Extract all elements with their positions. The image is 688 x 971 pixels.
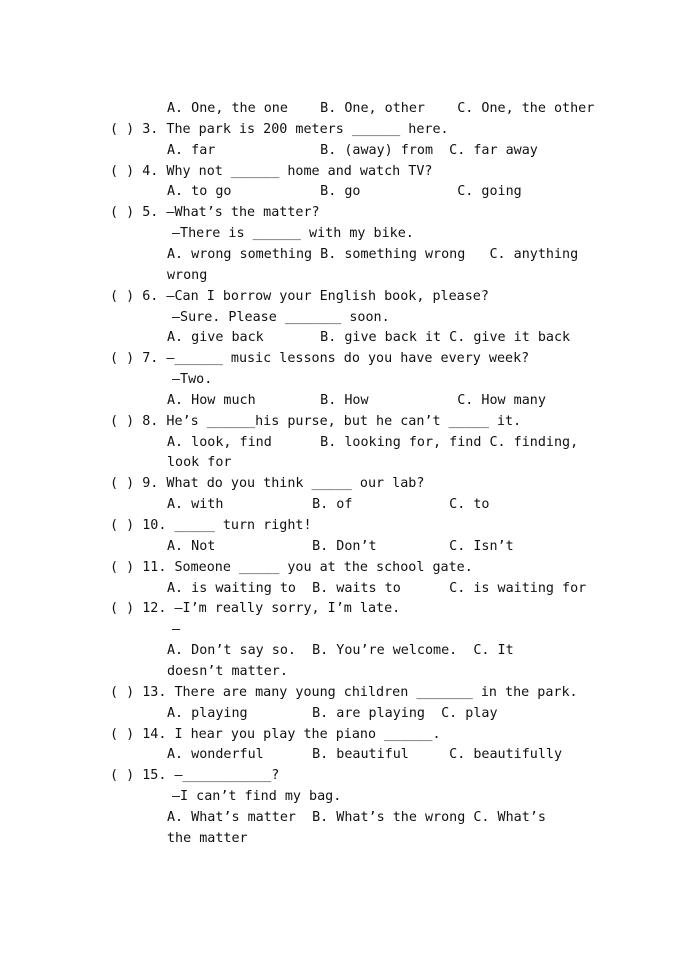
question-line: ( ) 4. Why not ______ home and watch TV? bbox=[110, 163, 433, 179]
options-line: A. wonderful B. beautiful C. beautifully bbox=[167, 747, 563, 763]
question-line: ( ) 6. —Can I borrow your English book, please? bbox=[110, 288, 489, 304]
options-line: A. Don’t say so. B. You’re welcome. C. It bbox=[167, 643, 514, 659]
options-line: A. give back B. give back it C. give it back bbox=[167, 330, 571, 346]
question-line: ( ) 11. Someone _____ you at the school gate. bbox=[110, 559, 473, 575]
dialogue-line: —I can’t find my bag. bbox=[172, 789, 342, 805]
question-line: ( ) 14. I hear you play the piano ______. bbox=[110, 726, 441, 742]
question-line: ( ) 5. —What’s the matter? bbox=[110, 205, 320, 221]
dialogue-line: — bbox=[172, 622, 181, 638]
dialogue-line: —Two. bbox=[172, 372, 213, 388]
question-line: ( ) 3. The park is 200 meters ______ here. bbox=[110, 121, 449, 137]
options-line: A. playing B. are playing C. play bbox=[167, 705, 498, 721]
options-line: the matter bbox=[167, 830, 248, 846]
options-line: A. far B. (away) from C. far away bbox=[167, 142, 538, 158]
options-line: wrong bbox=[167, 267, 208, 283]
options-line: A. What’s matter B. What’s the wrong C. What’s bbox=[167, 809, 546, 825]
options-line: A. Not B. Don’t C. Isn’t bbox=[167, 538, 514, 554]
options-line: A. look, find B. looking for, find C. finding, bbox=[167, 434, 579, 450]
question-line: ( ) 15. —___________? bbox=[110, 768, 280, 784]
options-line: A. to go B. go C. going bbox=[167, 184, 522, 200]
options-line: A. is waiting to B. waits to C. is waiting for bbox=[167, 580, 587, 596]
options-line: doesn’t matter. bbox=[167, 663, 288, 679]
options-line: look for bbox=[167, 455, 232, 471]
question-line: ( ) 10. _____ turn right! bbox=[110, 518, 312, 533]
question-line: ( ) 12. —I’m really sorry, I’m late. bbox=[110, 601, 401, 617]
dialogue-line: —Sure. Please _______ soon. bbox=[172, 309, 390, 325]
dialogue-line: —There is ______ with my bike. bbox=[172, 226, 414, 242]
options-line: A. How much B. How C. How many bbox=[167, 392, 546, 408]
question-line: ( ) 8. He’s ______his purse, but he can’t _____ it. bbox=[110, 413, 522, 429]
options-line: A. wrong something B. something wrong C. anything bbox=[167, 246, 579, 262]
options-line: A. with B. of C. to bbox=[167, 497, 490, 513]
question-line: ( ) 9. What do you think _____ our lab? bbox=[110, 476, 425, 492]
options-line: A. One, the one B. One, other C. One, the other bbox=[167, 101, 595, 116]
question-line: ( ) 13. There are many young children _______ in the park. bbox=[110, 684, 578, 700]
question-line: ( ) 7. —______ music lessons do you have every week? bbox=[110, 351, 530, 367]
